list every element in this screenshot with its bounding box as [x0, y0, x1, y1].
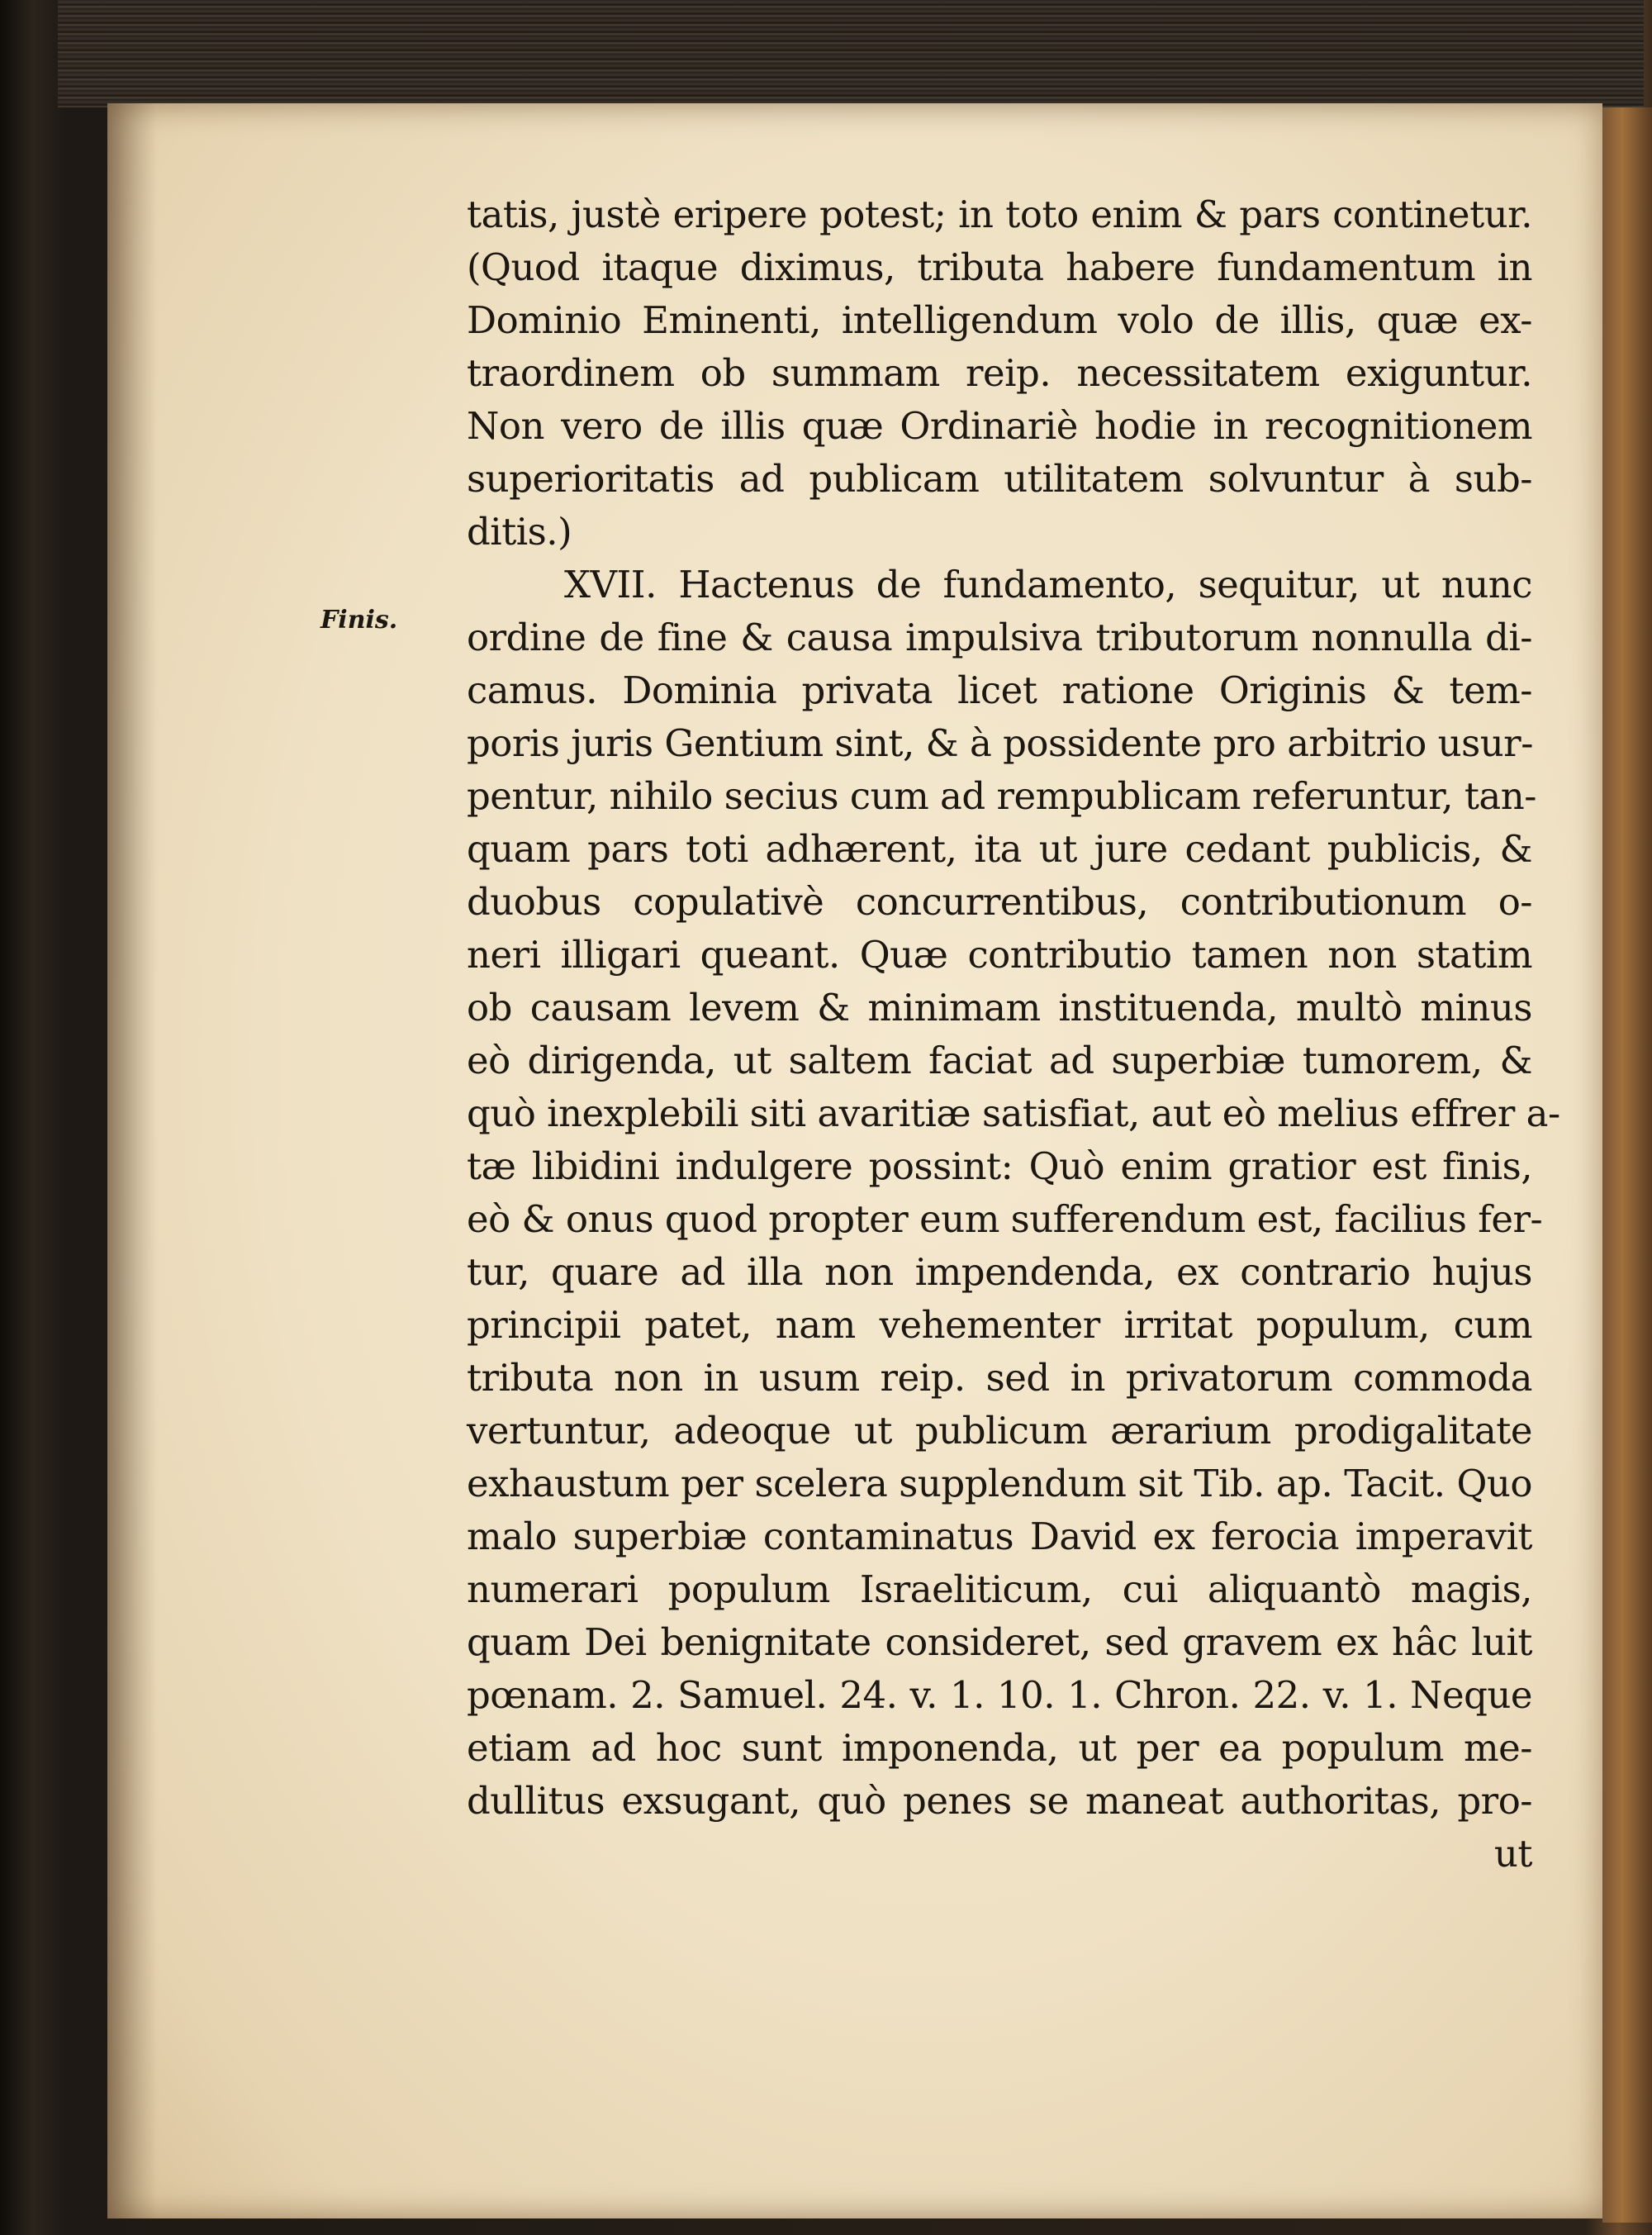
section-heading-line: XVII. Hactenus de fundamento, sequitur, ut nunc — [564, 563, 1532, 606]
text-line: camus. Dominia privata licet ratione Originis & tem- — [467, 668, 1532, 712]
marginal-note: Finis. — [320, 606, 398, 635]
text-line: malo superbiæ contaminatus David ex ferocia imperavit — [467, 1515, 1532, 1558]
text-line: Non vero de illis quæ Ordinariè hodie in recognitionem — [467, 404, 1532, 448]
text-line: principii patet, nam vehementer irritat populum, cum — [467, 1303, 1532, 1347]
text-line: pœnam. 2. Samuel. 24. v. 1. 10. 1. Chron. 22. v. 1. Neque — [467, 1673, 1532, 1717]
text-line: quam Dei benignitate consideret, sed gravem ex hâc luit — [467, 1620, 1532, 1664]
body-text — [467, 188, 1560, 1881]
text-line: ditis.) — [467, 510, 572, 554]
text-line: traordinem ob summam reip. necessitatem exiguntur. — [467, 351, 1532, 395]
text-line: dullitus exsugant, quò penes se maneat authoritas, pro- — [467, 1779, 1532, 1823]
text-line: eò & onus quod propter eum sufferendum est, facilius fer- — [467, 1197, 1543, 1241]
book-cover-edge — [1602, 107, 1652, 2223]
text-line: Dominio Eminenti, intelligendum volo de illis, quæ ex- — [467, 298, 1532, 342]
text-line: tatis, justè eripere potest; in toto enim & pars continetur. — [467, 193, 1532, 236]
text-line: tur, quare ad illa non impendenda, ex contrario hujus — [467, 1250, 1532, 1294]
catchword: ut — [1493, 1832, 1532, 1876]
gutter-shadow — [107, 103, 157, 2218]
text-line: neri illigari queant. Quæ contributio tamen non statim — [467, 933, 1532, 977]
text-line: poris juris Gentium sint, & à possidente pro arbitrio usur- — [467, 721, 1533, 765]
text-line: tæ libidini indulgere possint: Quò enim gratior est finis, — [467, 1144, 1532, 1188]
text-line: duobus copulativè concurrentibus, contributionum o- — [467, 880, 1532, 924]
text-line: ob causam levem & minimam instituenda, multò minus — [467, 986, 1532, 1030]
text-line: ordine de fine & causa impulsiva tributorum nonnulla di- — [467, 616, 1532, 659]
text-line: tributa non in usum reip. sed in privatorum commoda — [467, 1356, 1532, 1400]
text-line: numerari populum Israeliticum, cui aliquantò magis, — [467, 1567, 1532, 1611]
text-line: superioritatis ad publicam utilitatem solvuntur à sub- — [467, 457, 1532, 501]
text-line: pentur, nihilo secius cum ad rempublicam referuntur, tan- — [467, 774, 1536, 818]
page-edges — [58, 0, 1644, 107]
text-line: quò inexplebili siti avaritiæ satisfiat, aut eò melius effrer a- — [467, 1091, 1560, 1135]
text-line: etiam ad hoc sunt imponenda, ut per ea populum me- — [467, 1726, 1532, 1770]
text-line: vertuntur, adeoque ut publicum ærarium prodigalitate — [467, 1409, 1532, 1453]
text-line: exhaustum per scelera supplendum sit Tib. ap. Tacit. Quo — [467, 1462, 1532, 1505]
text-line: (Quod itaque diximus, tributa habere fundamentum in — [467, 245, 1532, 289]
text-line: eò dirigenda, ut saltem faciat ad superbiæ tumorem, & — [467, 1039, 1532, 1082]
text-line: quam pars toti adhærent, ita ut jure cedant publicis, & — [467, 827, 1532, 871]
